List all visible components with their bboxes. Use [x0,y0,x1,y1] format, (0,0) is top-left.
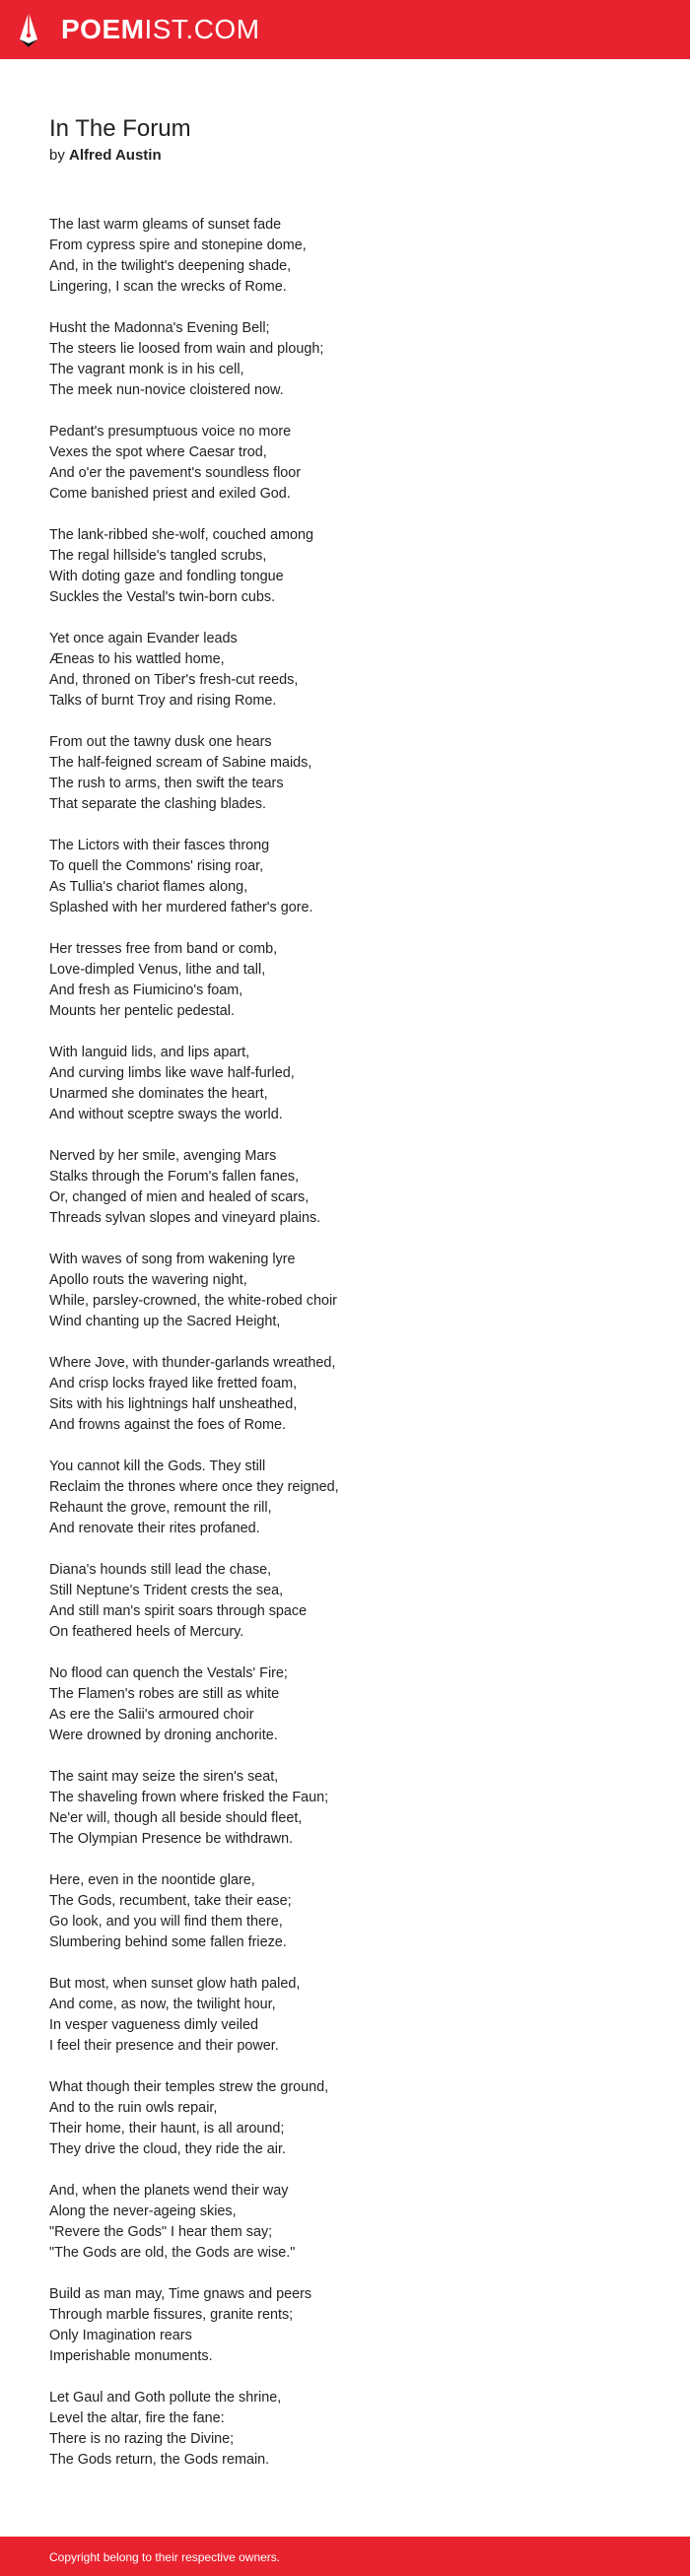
poem-line: And crisp locks frayed like fretted foam, [49,1376,298,1391]
poem-line: Or, changed of mien and healed of scars, [49,1189,310,1205]
stanza [49,2181,660,2264]
poem-line: Apollo routs the wavering night, [49,1272,247,1288]
poem-line: The regal hillside's tangled scrubs, [49,548,267,564]
poem-line: And without sceptre sways the world. [49,1107,283,1122]
poem-line: Come banished priest and exiled God. [49,486,291,502]
poem-line: Husht the Madonna's Evening Bell; [49,320,270,336]
by-prefix: by [49,147,65,164]
poem-line: As Tullia's chariot flames along, [49,879,248,895]
stanza [49,1457,660,1539]
poem-line: The steers lie loosed from wain and plough; [49,341,324,357]
poem-line: Ne'er will, though all beside should fleet, [49,1810,303,1826]
poem-line: Nerved by her smile, avenging Mars [49,1148,277,1164]
poem-line: Yet once again Evander leads [49,631,238,646]
poem-line: Let Gaul and Goth pollute the shrine, [49,2390,282,2406]
poem-line: They drive the cloud, they ride the air. [49,2141,286,2157]
poem-line: No flood can quench the Vestals' Fire; [49,1665,288,1681]
poem-line: "The Gods are old, the Gods are wise." [49,2245,296,2261]
poem-line: Go look, and you will find them there, [49,1914,283,1930]
poem-line: Still Neptune's Trident crests the sea, [49,1583,284,1598]
poem-line: And to the ruin owls repair, [49,2100,218,2116]
stanza [49,1767,660,1850]
poem-line: Splashed with her murdered father's gore. [49,900,313,915]
stanza [49,836,660,918]
poem-line: From out the tawny dusk one hears [49,734,272,750]
poem-line: Sits with his lightnings half unsheathed, [49,1396,298,1412]
poem-line: What though their temples strew the ground, [49,2079,329,2095]
poem-line: Were drowned by droning anchorite. [49,1728,278,1743]
poem-line: And, when the planets wend their way [49,2183,289,2199]
poem-body [49,215,660,2491]
poem-line: The Flamen's robes are still as white [49,1686,280,1702]
author-name: Alfred Austin [69,147,162,164]
poem-line: To quell the Commons' rising roar, [49,858,264,874]
poem-line: Only Imagination rears [49,2328,192,2343]
poem-line: While, parsley-crowned, the white-robed choir [49,1293,337,1309]
stanza [49,732,660,815]
poem-line: In vesper vagueness dimly veiled [49,2017,258,2033]
stanza [49,215,660,298]
poem-line: As ere the Salii's armoured choir [49,1707,254,1723]
stanza [49,1146,660,1229]
poem-line: And o'er the pavement's soundless floor [49,465,302,481]
poem-line: Lingering, I scan the wrecks of Rome. [49,279,287,295]
poem-line: The vagrant monk is in his cell, [49,362,244,377]
poem-line: There is no razing the Divine; [49,2431,235,2447]
poem-line: Slumbering behind some fallen frieze. [49,1934,287,1950]
poem-line: I feel their presence and their power. [49,2038,279,2054]
poem-line: Through marble fissures, granite rents; [49,2307,294,2323]
stanza [49,1353,660,1436]
poem-line: Her tresses free from band or comb, [49,941,278,957]
site-footer [0,2537,690,2576]
byline [49,146,191,166]
poem-line: Diana's hounds still lead the chase, [49,1562,272,1578]
site-logo[interactable] [61,13,260,46]
poem-line: The Gods, recumbent, take their ease; [49,1893,292,1909]
stanza [49,1043,660,1125]
poem-line: You cannot kill the Gods. They still [49,1458,266,1474]
poem-line: With languid lids, and lips apart, [49,1045,250,1060]
stanza [49,318,660,401]
poem-line: The meek nun-novice cloistered now. [49,382,284,398]
poem-line: Unarmed she dominates the heart, [49,1086,268,1102]
poem-line: Talks of burnt Troy and rising Rome. [49,693,277,709]
poem-line: The rush to arms, then swift the tears [49,776,284,791]
poem-line: Here, even in the noontide glare, [49,1872,255,1888]
poem-line: Wind chanting up the Sacred Height, [49,1314,281,1329]
poem-line: The lank-ribbed she-wolf, couched among [49,527,313,543]
poem-line: Mounts her pentelic pedestal. [49,1003,235,1019]
poem-line: That separate the clashing blades. [49,796,266,812]
poem-line: And renovate their rites profaned. [49,1521,260,1536]
poem-line: Imperishable monuments. [49,2348,213,2364]
poem-line: With waves of song from wakening lyre [49,1252,296,1267]
stanza [49,1974,660,2057]
poem-line: Along the never-ageing skies, [49,2203,237,2219]
poem-heading [49,114,191,166]
poem-line: Pedant's presumptuous voice no more [49,424,292,440]
copyright-text: Copyright belong to their respective owners. [49,2550,281,2564]
stanza [49,422,660,505]
poem-line: The Gods return, the Gods remain. [49,2452,270,2468]
poem-line: "Revere the Gods" I hear them say; [49,2224,273,2240]
logo-bold-text: POEM [61,14,145,44]
stanza [49,939,660,1022]
poem-line: From cypress spire and stonepine dome, [49,237,307,253]
poem-line: Build as man may, Time gnaws and peers [49,2286,312,2302]
poem-line: And curving limbs like wave half-furled, [49,1065,295,1081]
poem-title: In The Forum [49,115,191,142]
poem-line: And, in the twilight's deepening shade, [49,258,292,274]
stanza [49,2284,660,2367]
poem-line: Vexes the spot where Caesar trod, [49,444,267,460]
poem-line: And come, as now, the twilight hour, [49,1997,276,2012]
stanza [49,1663,660,1746]
poem-line: The half-feigned scream of Sabine maids, [49,755,312,771]
poem-line: Level the altar, fire the fane: [49,2410,225,2426]
poem-line: The Olympian Presence be withdrawn. [49,1831,294,1847]
poem-line: And fresh as Fiumicino's foam, [49,983,243,998]
stanza [49,1870,660,1953]
stanza [49,2388,660,2471]
poem-line: Threads sylvan slopes and vineyard plains. [49,1210,321,1226]
stanza [49,1560,660,1643]
poem-line: Love-dimpled Venus, lithe and tall, [49,962,266,978]
poem-line: Reclaim the thrones where once they reigned, [49,1479,339,1495]
poem-line: With doting gaze and fondling tongue [49,569,284,584]
poem-line: And, throned on Tiber's fresh-cut reeds, [49,672,299,688]
site-header [0,0,690,59]
poem-line: And still man's spirit soars through space [49,1603,308,1619]
stanza [49,629,660,712]
stanza [49,525,660,608]
stanza [49,2077,660,2160]
logo-light-text: IST.COM [144,14,260,44]
poem-line: And frowns against the foes of Rome. [49,1417,286,1433]
poem-line: On feathered heels of Mercury. [49,1624,244,1640]
poem-line: Suckles the Vestal's twin-born cubs. [49,589,276,605]
poem-line: Stalks through the Forum's fallen fanes, [49,1169,300,1185]
poem-line: Their home, their haunt, is all around; [49,2121,285,2136]
poem-line: But most, when sunset glow hath paled, [49,1976,301,1992]
poem-line: The saint may seize the siren's seat, [49,1769,279,1785]
poem-line: Rehaunt the grove, remount the rill, [49,1500,272,1516]
poem-line: The Lictors with their fasces throng [49,838,270,853]
poem-line: Where Jove, with thunder-garlands wreathed, [49,1355,336,1371]
poem-line: Æneas to his wattled home, [49,651,225,667]
poem-line: The last warm gleams of sunset fade [49,217,282,233]
pen-nib-icon[interactable] [18,10,39,49]
stanza [49,1250,660,1332]
poem-line: The shaveling frown where frisked the Faun; [49,1790,329,1805]
